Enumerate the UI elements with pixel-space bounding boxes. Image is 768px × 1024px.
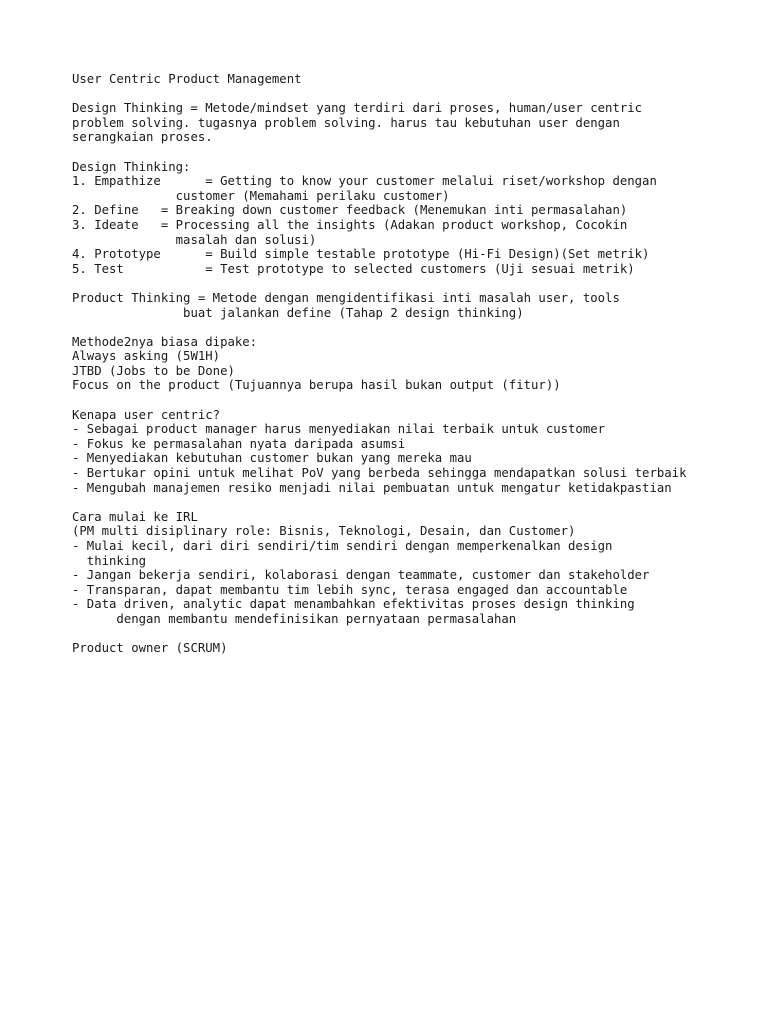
design-thinking-definition-line: serangkaian proses. <box>72 130 213 145</box>
start-item: (PM multi disiplinary role: Bisnis, Teknologi, Desain, dan Customer) <box>72 524 576 539</box>
start-item: - Transparan, dapat membantu tim lebih sync, terasa engaged dan accountable <box>72 582 628 597</box>
spacer <box>72 495 712 510</box>
design-thinking-step: customer (Memahami perilaku customer) <box>72 188 450 203</box>
why-item: - Menyediakan kebutuhan customer bukan yang mereka mau <box>72 451 472 466</box>
design-thinking-definition-line: Design Thinking = Metode/mindset yang terdiri dari proses, human/user centric <box>72 101 643 116</box>
why-heading: Kenapa user centric? <box>72 407 221 422</box>
start-item: - Mulai kecil, dari diri sendiri/tim sendiri dengan memperkenalkan design <box>72 539 613 553</box>
why-item: - Mengubah manajemen resiko menjadi nilai pembuatan untuk mengatur ketidakpastian <box>72 480 672 495</box>
design-thinking-step: 1. Empathize = Getting to know your customer melalui riset/workshop dengan <box>72 174 657 189</box>
design-thinking-step: 2. Define = Breaking down customer feedback (Menemukan inti permasalahan) <box>72 203 628 218</box>
why-item: - Fokus ke permasalahan nyata daripada asumsi <box>72 436 406 451</box>
start-item: dengan membantu mendefinisikan pernyataan permasalahan <box>72 611 517 626</box>
design-thinking-step: 3. Ideate = Processing all the insights (Adakan product workshop, Cocokin <box>72 217 628 232</box>
spacer <box>72 627 712 642</box>
document-title: User Centric Product Management <box>72 72 302 86</box>
spacer <box>72 320 712 335</box>
why-item: - Sebagai product manager harus menyediakan nilai terbaik untuk customer <box>72 422 606 437</box>
why-item: - Bertukar opini untuk melihat PoV yang berbeda sehingga mendapatkan solusi terbaik <box>72 466 687 481</box>
design-thinking-step: 4. Prototype = Build simple testable prototype (Hi-Fi Design)(Set metrik) <box>72 247 650 262</box>
start-item: - Data driven, analytic dapat menambahkan efektivitas proses design thinking <box>72 597 635 612</box>
method-item: Always asking (5W1H) <box>72 349 221 364</box>
spacer <box>72 145 712 160</box>
spacer <box>72 87 712 102</box>
design-thinking-step: masalah dan solusi) <box>72 232 317 247</box>
methods-heading: Methode2nya biasa dipake: <box>72 334 258 349</box>
closing-line: Product owner (SCRUM) <box>72 641 228 656</box>
method-item: Focus on the product (Tujuannya berupa hasil bukan output (fitur)) <box>72 378 561 393</box>
design-thinking-definition-line: problem solving. tugasnya problem solving. harus tau kebutuhan user dengan <box>72 115 620 130</box>
document-page <box>72 72 712 656</box>
spacer <box>72 393 712 408</box>
start-heading: Cara mulai ke IRL <box>72 509 198 524</box>
design-thinking-steps-heading: Design Thinking: <box>72 159 191 174</box>
design-thinking-step: 5. Test = Test prototype to selected customers (Uji sesuai metrik) <box>72 261 635 276</box>
method-item: JTBD (Jobs to be Done) <box>72 363 235 378</box>
product-thinking-line: buat jalankan define (Tahap 2 design thinking) <box>72 305 524 320</box>
product-thinking-line: Product Thinking = Metode dengan mengidentifikasi inti masalah user, tools <box>72 290 620 305</box>
start-item: thinking <box>72 553 147 568</box>
spacer <box>72 276 712 291</box>
start-item: - Jangan bekerja sendiri, kolaborasi dengan teammate, customer dan stakeholder <box>72 568 650 583</box>
